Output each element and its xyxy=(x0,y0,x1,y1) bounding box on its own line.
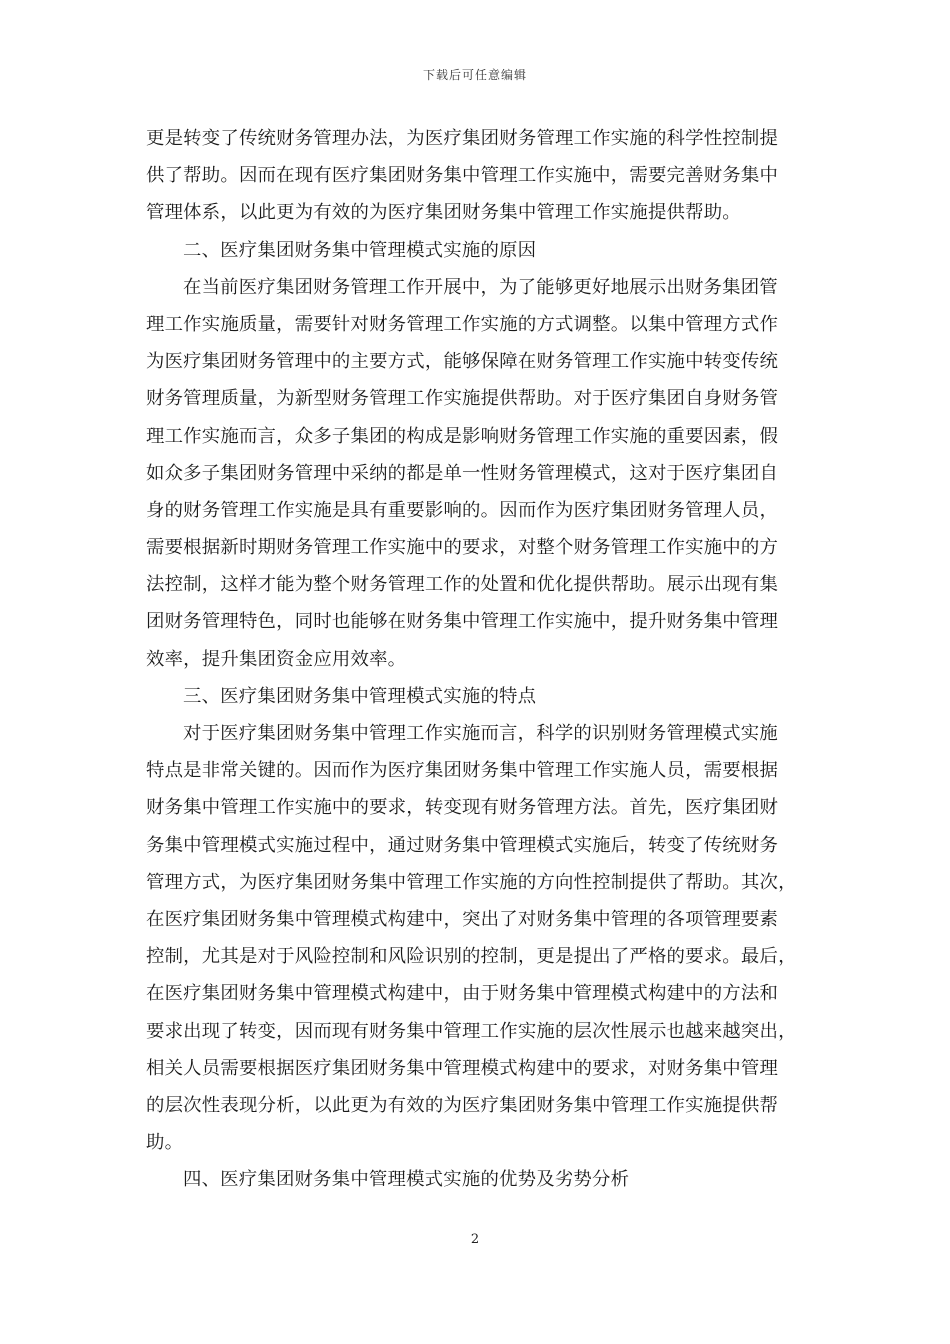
text-line: 务集中管理模式实施过程中，通过财务集中管理模式实施后，转变了传统财务 xyxy=(146,834,779,856)
section-heading: 二、医疗集团财务集中管理模式实施的原因 xyxy=(183,239,537,261)
page-number: 2 xyxy=(470,1232,480,1247)
page-header: 下载后可任意编辑 xyxy=(422,68,527,82)
text-line: 管理方式，为医疗集团财务集中管理工作实施的方向性控制提供了帮助。其次， xyxy=(146,871,797,893)
text-line: 效率，提升集团资金应用效率。 xyxy=(146,648,407,670)
text-line: 的层次性表现分析，以此更为有效的为医疗集团财务集中管理工作实施提供帮 xyxy=(146,1094,779,1116)
text-line: 法控制，这样才能为整个财务管理工作的处置和优化提供帮助。展示出现有集 xyxy=(146,574,779,596)
text-line: 管理体系，以此更为有效的为医疗集团财务集中管理工作实施提供帮助。 xyxy=(146,202,741,224)
text-line: 理工作实施质量，需要针对财务管理工作实施的方式调整。以集中管理方式作 xyxy=(146,313,779,335)
text-line: 对于医疗集团财务集中管理工作实施而言，科学的识别财务管理模式实施 xyxy=(183,723,778,744)
section-heading: 三、医疗集团财务集中管理模式实施的特点 xyxy=(183,685,537,707)
text-line: 理工作实施而言，众多子集团的构成是影响财务管理工作实施的重要因素，假 xyxy=(146,425,779,447)
text-line: 身的财务管理工作实施是具有重要影响的。因而作为医疗集团财务管理人员， xyxy=(146,499,779,521)
text-line: 在医疗集团财务集中管理模式构建中，突出了对财务集中管理的各项管理要素 xyxy=(146,908,779,930)
text-line: 要求出现了转变，因而现有财务集中管理工作实施的层次性展示也越来越突出， xyxy=(146,1020,797,1042)
text-line: 相关人员需要根据医疗集团财务集中管理模式构建中的要求，对财务集中管理 xyxy=(146,1057,779,1079)
text-line: 供了帮助。因而在现有医疗集团财务集中管理工作实施中，需要完善财务集中 xyxy=(146,165,779,187)
text-line: 特点是非常关键的。因而作为医疗集团财务集中管理工作实施人员，需要根据 xyxy=(146,760,779,782)
body-text xyxy=(146,120,806,1198)
text-line: 团财务管理特色，同时也能够在财务集中管理工作实施中，提升财务集中管理 xyxy=(146,611,779,633)
text-line: 在医疗集团财务集中管理模式构建中，由于财务集中管理模式构建中的方法和 xyxy=(146,983,779,1005)
text-line: 财务管理质量，为新型财务管理工作实施提供帮助。对于医疗集团自身财务管 xyxy=(146,388,779,410)
text-line: 需要根据新时期财务管理工作实施中的要求，对整个财务管理工作实施中的方 xyxy=(146,537,779,559)
text-line: 如众多子集团财务管理中采纳的都是单一性财务管理模式，这对于医疗集团自 xyxy=(146,462,779,484)
text-line: 为医疗集团财务管理中的主要方式，能够保障在财务管理工作实施中转变传统 xyxy=(146,351,779,373)
text-line: 财务集中管理工作实施中的要求，转变现有财务管理方法。首先，医疗集团财 xyxy=(146,797,779,819)
text-line: 在当前医疗集团财务管理工作开展中，为了能够更好地展示出财务集团管 xyxy=(183,276,778,298)
section-heading: 四、医疗集团财务集中管理模式实施的优势及劣势分析 xyxy=(183,1169,630,1191)
text-line: 更是转变了传统财务管理办法，为医疗集团财务管理工作实施的科学性控制提 xyxy=(146,128,779,149)
text-line: 控制，尤其是对于风险控制和风险识别的控制，更是提出了严格的要求。最后， xyxy=(146,946,797,968)
text-line: 助。 xyxy=(146,1132,184,1154)
